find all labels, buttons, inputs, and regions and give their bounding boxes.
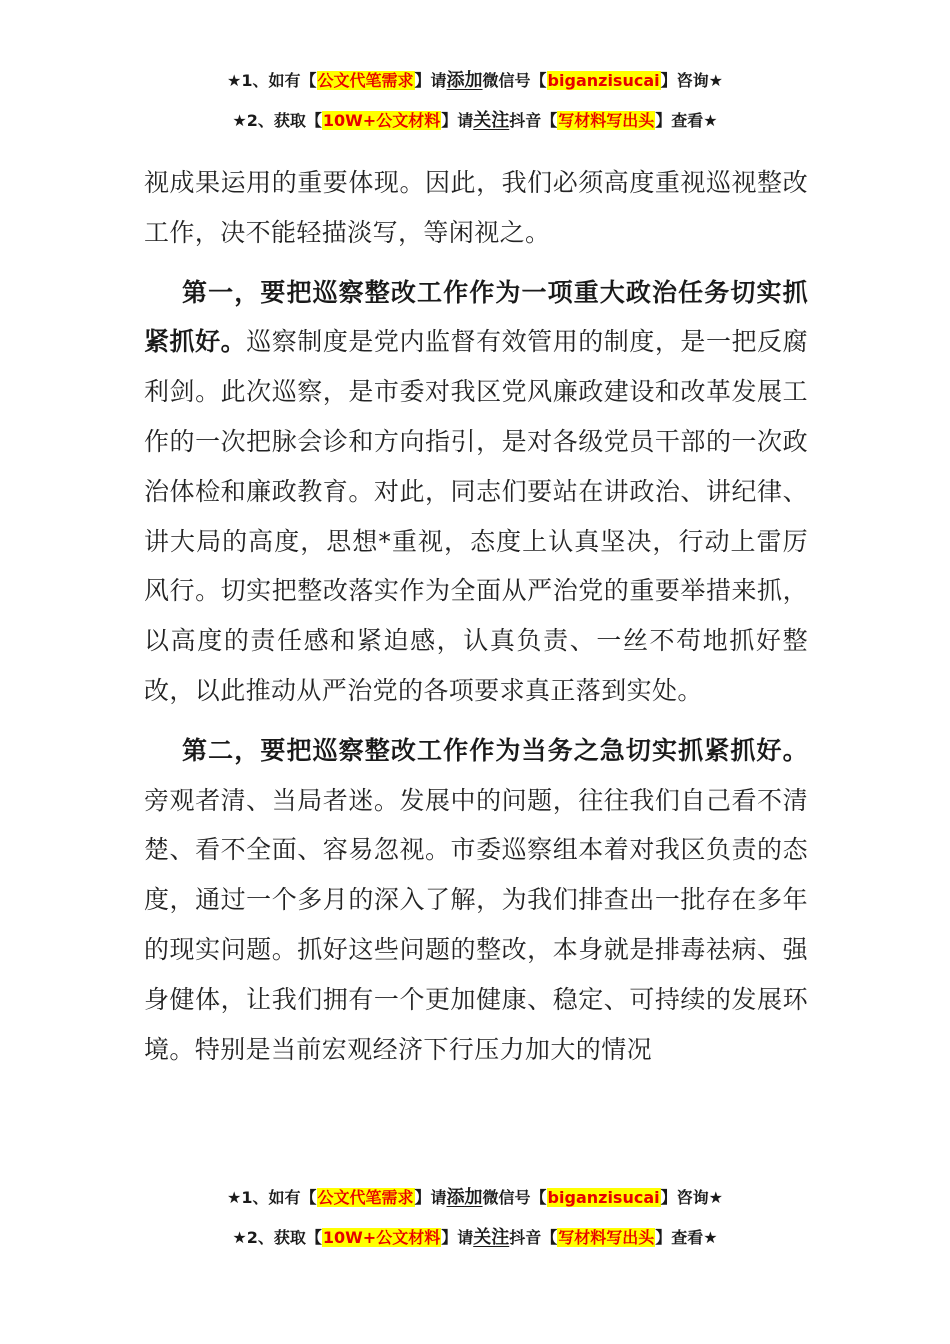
promo-douyin-id: 写材料写出头 [558, 111, 655, 130]
promo-highlight: 公文代笔需求 [317, 71, 414, 90]
promo-text: ★1、如有【 [227, 71, 317, 90]
promo-text: 】请 [441, 111, 474, 130]
promo-underlined: 关注 [473, 1227, 510, 1248]
promo-text: ★2、获取【 [232, 1228, 322, 1247]
promo-text: 】请 [414, 1188, 447, 1207]
promo-douyin-id: 写材料写出头 [558, 1228, 655, 1247]
promo-highlight: 10W+公文材料 [322, 111, 441, 130]
promo-text: 】咨询★ [660, 1188, 723, 1207]
promo-underlined: 关注 [473, 110, 510, 131]
header-promo-line-1 [0, 69, 950, 93]
promo-wechat-id: biganzisucai [547, 71, 660, 90]
header-promo-line-2 [0, 109, 950, 133]
promo-text: ★1、如有【 [227, 1188, 317, 1207]
promo-text: 】咨询★ [660, 71, 723, 90]
paragraph-lead: 第二，要把巡察整改工作作为当务之急切实抓紧抓好。 [182, 735, 808, 765]
promo-text: 抖音【 [509, 1228, 558, 1247]
promo-text: 微信号【 [482, 1188, 547, 1207]
promo-highlight: 10W+公文材料 [322, 1228, 441, 1247]
paragraph-text: 巡察制度是党内监督有效管用的制度，是一把反腐利剑。此次巡察，是市委对我区党风廉政建设和改革发展工作的一次把脉会诊和方向指引，是对各级党员干部的一次政治体检和廉政教育。对此，同志们要站在讲政治、讲纪律、讲大局的高度，思想*重视，态度上认真坚决，行动上雷厉风行。切实把整改落实作为全面从严治党的重要举措来抓，以高度的责任感和紧迫感，认真负责、一丝不苟地抓好整改，以此推动从严治党的各项要求真正落到实处。 [144, 327, 808, 705]
continuation-paragraph: 视成果运用的重要体现。因此，我们必须高度重视巡视整改工作，决不能轻描淡写，等闲视之。 [144, 168, 808, 247]
paragraph-first [144, 268, 808, 716]
promo-text: 微信号【 [482, 71, 547, 90]
promo-wechat-id: biganzisucai [547, 1188, 660, 1207]
promo-underlined: 添加 [446, 70, 483, 91]
promo-text: 】查看★ [655, 1228, 718, 1247]
promo-text: 】请 [414, 71, 447, 90]
promo-text: 抖音【 [509, 111, 558, 130]
promo-text: ★2、获取【 [232, 111, 322, 130]
promo-text: 】请 [441, 1228, 474, 1247]
footer-promo-line-2 [0, 1226, 950, 1250]
promo-highlight: 公文代笔需求 [317, 1188, 414, 1207]
paragraph-lead: 第一，要把巡察整改工作作为一项重大政治任务切实抓紧抓好。 [144, 277, 808, 357]
paragraph-text: 旁观者清、当局者迷。发展中的问题，往往我们自己看不清楚、看不全面、容易忽视。市委巡察组本着对我区负责的态度，通过一个多月的深入了解，为我们排查出一批存在多年的现实问题。抓好这些问题的整改，本身就是排毒祛病、强身健体，让我们拥有一个更加健康、稳定、可持续的发展环境。特别是当前宏观经济下行压力加大的情况 [144, 785, 808, 1064]
promo-underlined: 添加 [446, 1187, 483, 1208]
footer-promo-line-1 [0, 1186, 950, 1210]
paragraph-second [144, 726, 808, 1075]
document-body [144, 158, 808, 1074]
promo-text: 】查看★ [655, 111, 718, 130]
